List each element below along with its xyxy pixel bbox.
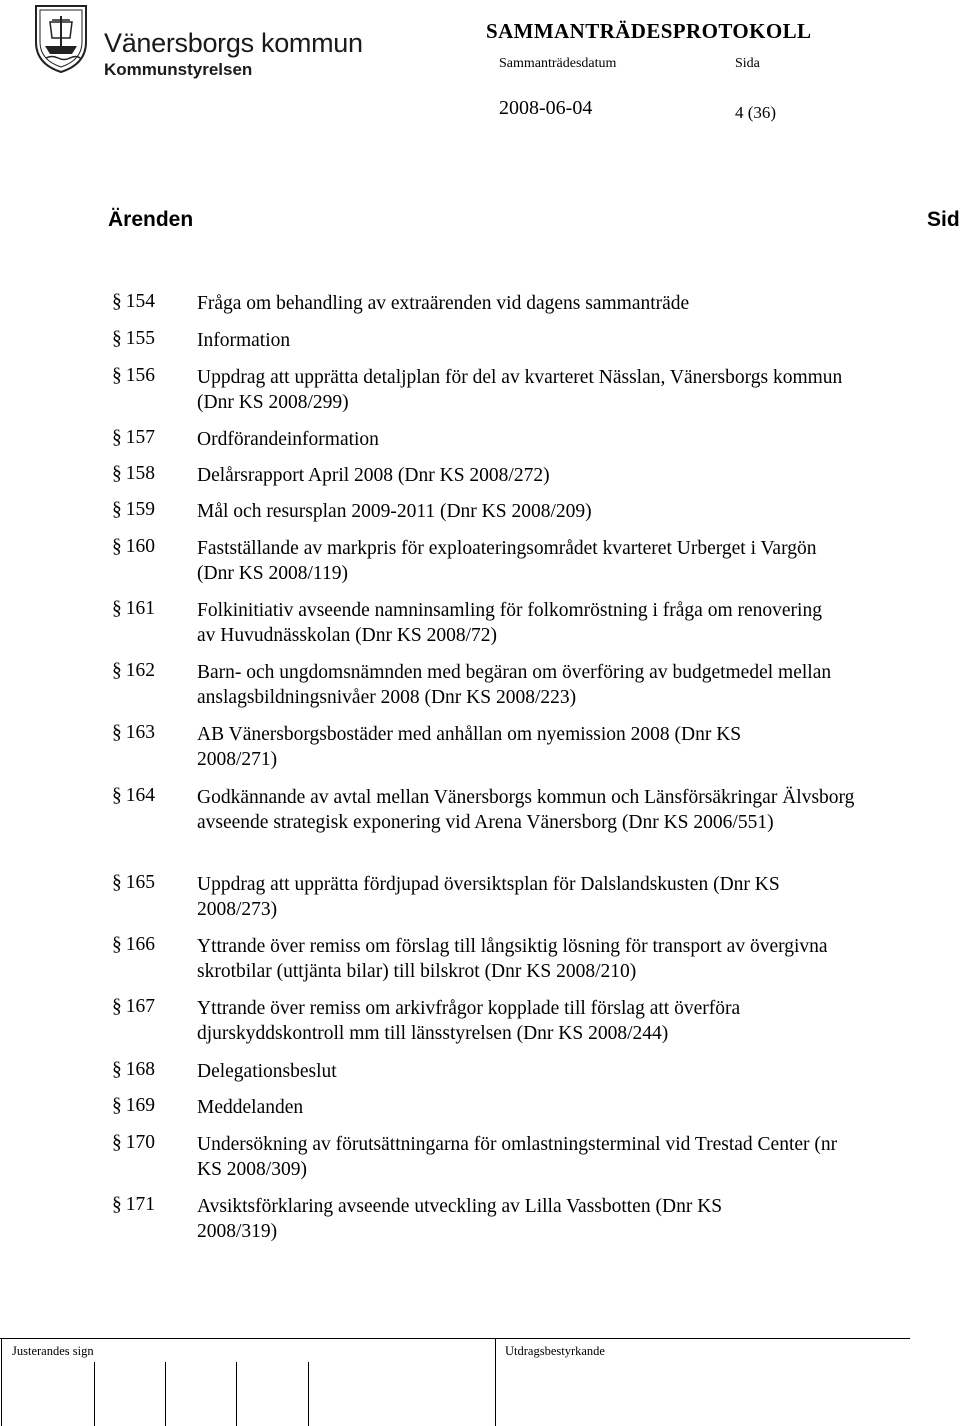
ship-crest-icon bbox=[32, 2, 90, 74]
item-number: § 160 bbox=[112, 536, 155, 557]
item-title: Delårsrapport April 2008 (Dnr KS 2008/272) bbox=[197, 465, 550, 486]
item-title: Uppdrag att upprätta detaljplan för del av kvarteret Nässlan, Vänersborgs kommun (Dnr KS 2008/299) bbox=[197, 367, 843, 413]
item-title: Avsiktsförklaring avseende utveckling av Lilla Vassbotten (Dnr KS 2008/319) bbox=[197, 1196, 723, 1242]
item-number: § 164 bbox=[112, 785, 155, 806]
item-number: § 155 bbox=[112, 328, 155, 349]
item-number: § 156 bbox=[112, 365, 155, 386]
item-title: Information bbox=[197, 330, 291, 351]
item-title: Godkännande av avtal mellan Vänersborgs kommun och Länsförsäkringar Älvsborg avseende strategisk exponering vid Arena Vänersborg (Dnr KS 2006/551) bbox=[197, 787, 855, 833]
meeting-date-label: Sammanträdesdatum bbox=[499, 56, 617, 71]
org-department: Kommunstyrelsen bbox=[104, 60, 253, 79]
signature-box-divider bbox=[236, 1362, 237, 1426]
item-number: § 165 bbox=[112, 872, 155, 893]
item-title: Mål och resursplan 2009-2011 (Dnr KS 2008/209) bbox=[197, 501, 592, 522]
item-number: § 163 bbox=[112, 722, 155, 743]
item-number: § 167 bbox=[112, 996, 155, 1017]
item-number: § 159 bbox=[112, 499, 155, 520]
item-title: Meddelanden bbox=[197, 1097, 304, 1118]
signature-label: Justerandes sign bbox=[12, 1344, 94, 1358]
item-title: Undersökning av förutsättningarna för omlastningsterminal vid Trestad Center (nr KS 2008/309) bbox=[197, 1134, 838, 1180]
item-number: § 161 bbox=[112, 598, 155, 619]
item-number: § 168 bbox=[112, 1059, 155, 1080]
item-number: § 170 bbox=[112, 1132, 155, 1153]
item-title: Yttrande över remiss om arkivfrågor kopplade till förslag att överföra djurskyddskontroll mm till länsstyrelsen (Dnr KS 2008/244) bbox=[197, 998, 741, 1044]
section-heading: Ärenden bbox=[108, 208, 194, 231]
extract-verification-label: Utdragsbestyrkande bbox=[505, 1344, 605, 1358]
item-number: § 157 bbox=[112, 427, 155, 448]
item-title: AB Vänersborgsbostäder med anhållan om nyemission 2008 (Dnr KS 2008/271) bbox=[197, 724, 742, 770]
meeting-date: 2008-06-04 bbox=[499, 97, 593, 119]
signature-box-divider bbox=[94, 1362, 95, 1426]
signature-box-divider bbox=[495, 1338, 496, 1426]
item-number: § 169 bbox=[112, 1095, 155, 1116]
item-title: Barn- och ungdomsnämnden med begäran om överföring av budgetmedel mellan anslagsbildningsnivåer 2008 (Dnr KS 2008/223) bbox=[197, 662, 832, 708]
signature-box-divider bbox=[308, 1362, 309, 1426]
item-title: Ordförandeinformation bbox=[197, 429, 379, 450]
item-title: Fråga om behandling av extraärenden vid dagens sammanträde bbox=[197, 293, 690, 314]
page-label: Sida bbox=[735, 56, 760, 71]
item-number: § 158 bbox=[112, 463, 155, 484]
item-number: § 171 bbox=[112, 1194, 155, 1215]
org-name: Vänersborgs kommun bbox=[104, 28, 363, 58]
signature-box-divider bbox=[165, 1362, 166, 1426]
item-title: Delegationsbeslut bbox=[197, 1061, 337, 1082]
item-number: § 166 bbox=[112, 934, 155, 955]
signature-box-divider bbox=[1, 1338, 2, 1426]
item-number: § 154 bbox=[112, 291, 155, 312]
item-number: § 162 bbox=[112, 660, 155, 681]
item-title: Fastställande av markpris för exploateringsområdet kvarteret Urberget i Vargön (Dnr KS 2008/119) bbox=[197, 538, 817, 584]
item-title: Yttrande över remiss om förslag till långsiktig lösning för transport av övergivna skrotbilar (uttjänta bilar) till bilskrot (Dnr KS 2008/210) bbox=[197, 936, 828, 982]
page-number: 4 (36) bbox=[735, 103, 777, 122]
document-title: SAMMANTRÄDESPROTOKOLL bbox=[486, 19, 812, 43]
page-column-heading: Sid bbox=[927, 208, 960, 231]
footer-divider bbox=[0, 1338, 910, 1339]
item-title: Folkinitiativ avseende namninsamling för folkomröstning i fråga om renovering av Huvudnässkolan (Dnr KS 2008/72) bbox=[197, 600, 822, 646]
item-title: Uppdrag att upprätta fördjupad översiktsplan för Dalslandskusten (Dnr KS 2008/273) bbox=[197, 874, 780, 920]
